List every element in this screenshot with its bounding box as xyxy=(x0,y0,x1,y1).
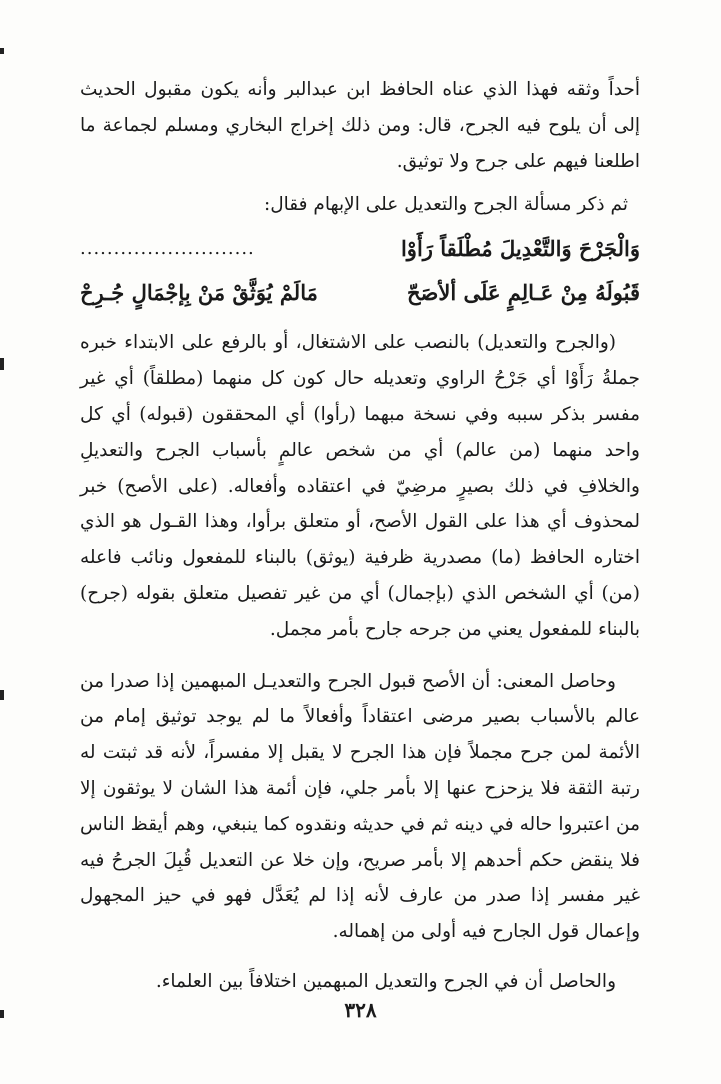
verse-intro: ثم ذكر مسألة الجرح والتعديل على الإبهام فقال: xyxy=(264,194,628,216)
verse-line-1-dots: .......................... xyxy=(80,238,255,260)
page-number: ٣٢٨ xyxy=(344,998,377,1022)
scan-margin-mark xyxy=(0,48,4,54)
verse-line-2-left: مَالَمْ يُوَثَّقْ مَنْ بِإجْمَالٍ جُـرِحْ xyxy=(80,280,318,306)
verse-line-2-right: قَبُولَهُ مِنْ عَـالِمٍ عَلَى ألأصَحّ xyxy=(407,280,640,306)
paragraph-3: وحاصل المعنى: أن الأصح قبول الجرح والتعديـل المبهمين إذا صدرا من عالم بالأسباب بصير مرضى اعتقاداً وأفعالاً ما لم يوجد توثيق إمام من الأئمة لمن جرح مجملاً فإن هذا الجرح لا يقبل إلا مفسراً، لأنه قد ثبتت له رتبة الثقة فلا يزحزح عنها إلا بأمر جلي، فإن أئمة هذا الشان لا يوثقون إلا من اعتبروا حاله في دينه ثم في حديثه ونقدوه كما ينبغي، وهم أيقظ الناس فلا ينقض حكم أحدهم إلا بأمر صريح، وإن خلا عن التعديل قُبِلَ الجرحُ فيه غير مفسر إذا صدر من عارف لأنه إذا لم يُعَدَّل فهو في حيز المجهول وإعمال قول الجارح فيه أولى من إهماله. xyxy=(80,670,640,943)
page-body xyxy=(80,72,640,1000)
scan-margin-mark xyxy=(0,358,4,370)
paragraph-1: أحداً وثقه فهذا الذي عناه الحافظ ابن عبدالبر وأنه يكون مقبول الحديث إلى أن يلوح فيه الجرح، قال: ومن ذلك إخراج البخاري ومسلم لجماعة ما اطلعنا فيهم على جرح ولا توثيق. xyxy=(80,79,640,172)
verse-block xyxy=(80,227,640,315)
verse-line-1 xyxy=(80,227,640,271)
scan-margin-mark xyxy=(0,690,4,700)
verse-line-2 xyxy=(80,271,640,315)
paragraph-4: والحاصل أن في الجرح والتعديل المبهمين اختلافاً بين العلماء. xyxy=(155,970,616,992)
paragraph-2: (والجرح والتعديل) بالنصب على الاشتغال، أو بالرفع على الابتداء خبره جملةُ رَأَوْا أي جَرْحُ الراوي وتعديله حال كون كل منهما (مطلقاً) أي غير مفسر بذكر سببه وفي نسخة مبهما (رأوا) أي المحققون (قبوله) أي كل واحد منهما (من عالم) أي من شخص عالمٍ بأسباب الجرح والتعديلِ والخلافِ في ذلك بصيرٍ مرضِيّ في اعتقاده وأفعاله. (على الأصح) خبر لمحذوف أي هذا على القول الأصح، أو متعلق برأوا، وهذا القـول هو الذي اختاره الحافظ (ما) مصدرية ظرفية (يوثق) بالبناء للمفعول ونائب فاعله (من) أي الشخص الذي (بإجمال) أي من غير تفصيل متعلق بقوله (جرح) بالبناء للمفعول يعني من جرحه جارح بأمر مجمل. xyxy=(80,332,640,640)
verse-line-1-text: وَالْجَرْحَ وَالتَّعْدِيلَ مُطْلَقاً رَأَوْا xyxy=(400,236,640,262)
